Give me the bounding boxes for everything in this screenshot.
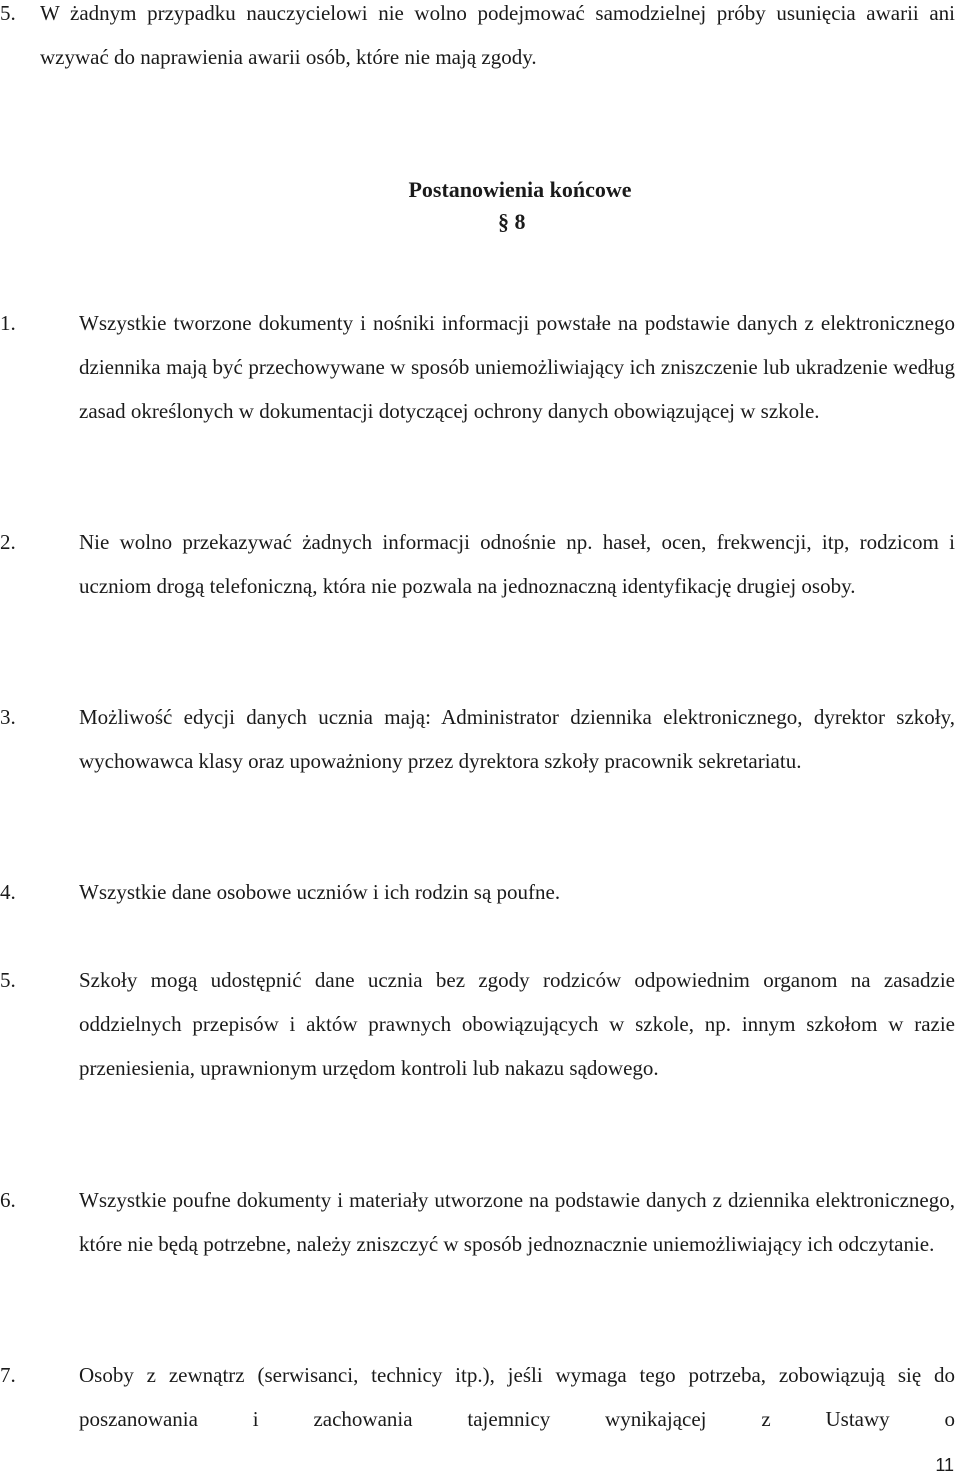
list-item — [0, 521, 955, 609]
item-number: 2. — [0, 530, 16, 554]
item-text: Osoby z zewnątrz (serwisanci, technicy itp.), jeśli wymaga tego potrzeba, zobowiązują się do poszanowania i zachowania tajemnicy wynikającej z Ustawy o — [79, 1363, 955, 1431]
item-number: 1. — [0, 311, 16, 335]
item-number: 6. — [0, 1188, 16, 1212]
list-item — [0, 959, 955, 1090]
item-number: 5. — [0, 1, 16, 25]
item-text: Nie wolno przekazywać żadnych informacji odnośnie np. haseł, ocen, frekwencji, itp, rodzicom i uczniom drogą telefoniczną, która nie pozwala na jednoznaczną identyfikację drugiej osoby. — [79, 530, 955, 598]
item-number: 4. — [0, 880, 16, 904]
item-number: 3. — [0, 705, 16, 729]
page-number: 11 — [935, 1455, 954, 1475]
item-text: Wszystkie dane osobowe uczniów i ich rodzin są poufne. — [79, 880, 561, 904]
item-number: 7. — [0, 1363, 16, 1387]
list-item — [0, 302, 955, 433]
item-text: Wszystkie tworzone dokumenty i nośniki informacji powstałe na podstawie danych z elektronicznego dziennika mają być przechowywane w sposób uniemożliwiający ich zniszczenie lub ukradzenie według zasad określonych w dokumentacji dotyczącej ochrony danych obowiązującej w szkole. — [79, 311, 955, 423]
item-text: Możliwość edycji danych ucznia mają: Administrator dziennika elektronicznego, dyrektor szkoły, wychowawca klasy oraz upoważniony przez dyrektora szkoły pracownik sekretariatu. — [79, 705, 955, 773]
item-text: Wszystkie poufne dokumenty i materiały utworzone na podstawie danych z dziennika elektronicznego, które nie będą potrzebne, należy zniszczyć w sposób jednoznacznie uniemożliwiający ich odczytanie. — [79, 1188, 955, 1256]
item-number: 5. — [0, 968, 16, 992]
item-text: W żadnym przypadku nauczycielowi nie wolno podejmować samodzielnej próby usunięcia awarii ani wzywać do naprawienia awarii osób, które nie mają zgody. — [40, 1, 955, 69]
list-item — [0, 871, 955, 915]
section-heading: Postanowienia końcowe — [408, 177, 632, 202]
section-number: § 8 — [498, 209, 526, 234]
item-text: Szkoły mogą udostępnić dane ucznia bez zgody rodziców odpowiednim organom na zasadzie oddzielnych przepisów i aktów prawnych obowiązujących w szkole, np. innym szkołom w razie przeniesienia, uprawnionym urzędom kontroli lub nakazu sądowego. — [79, 968, 955, 1080]
list-item — [0, 696, 955, 784]
list-item — [0, 0, 955, 80]
list-item — [0, 1354, 955, 1442]
list-item — [0, 1179, 955, 1267]
